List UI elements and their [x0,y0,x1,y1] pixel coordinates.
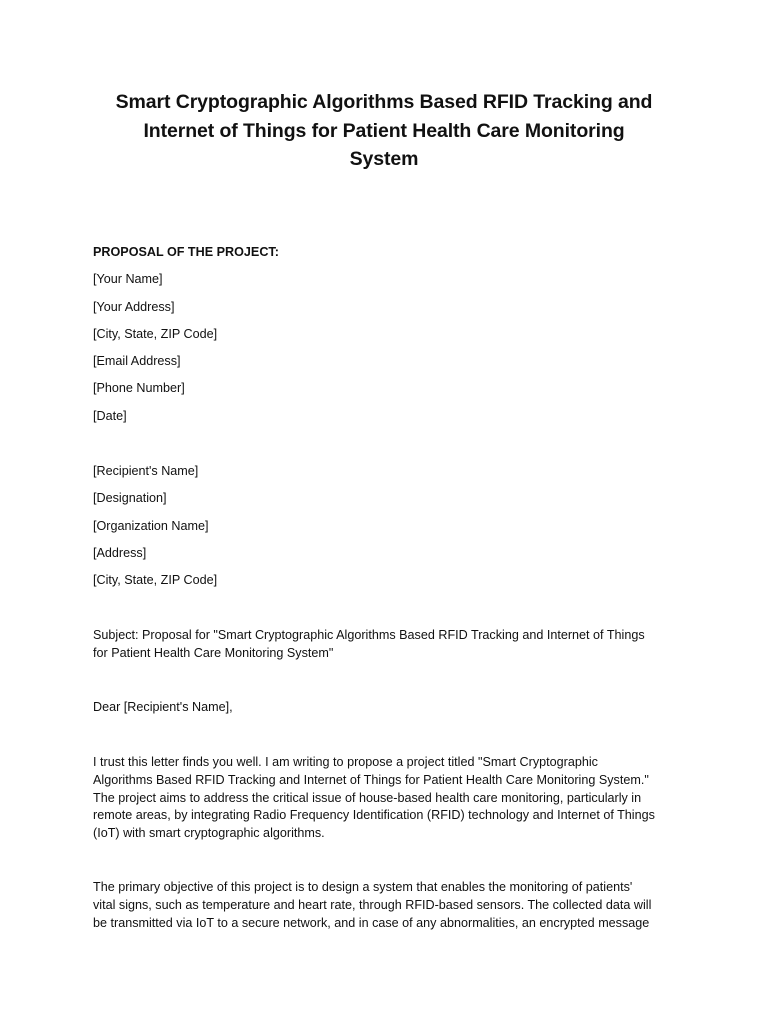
recipient-organization: [Organization Name] [93,518,209,533]
sender-date: [Date] [93,408,127,423]
salutation-text: Dear [Recipient's Name], [93,700,233,714]
sender-block [93,239,683,430]
paragraph-line: The project aims to address the critical issue of house-based health care monitoring, particularly in [93,790,642,805]
proposal-heading: PROPOSAL OF THE PROJECT: [93,245,279,259]
paragraph-line: vital signs, such as temperature and heart rate, through RFID-based sensors. The collected data will [93,897,652,912]
subject-line [93,627,675,663]
paragraph-line: I trust this letter finds you well. I am writing to propose a project titled "Smart Cryptographic [93,755,598,769]
recipient-address: [Address] [93,545,147,560]
subject-text-line: Subject: Proposal for "Smart Cryptographic Algorithms Based RFID Tracking and Internet of Things [93,628,645,642]
salutation [93,699,675,717]
recipient-name: [Recipient's Name] [93,464,199,478]
sender-address: [Your Address] [93,299,175,314]
paragraph-line: Algorithms Based RFID Tracking and Internet of Things for Patient Health Care Monitoring System." [93,772,649,787]
paragraph-line: be transmitted via IoT to a secure network, and in case of any abnormalities, an encrypted message [93,915,650,930]
sender-email: [Email Address] [93,354,181,369]
recipient-designation: [Designation] [93,491,167,506]
title-line: Internet of Things for Patient Health Care Monitoring [143,119,625,142]
body-paragraph-1 [93,754,675,843]
subject-text-line: for Patient Health Care Monitoring System" [93,645,334,660]
recipient-city: [City, State, ZIP Code] [93,573,218,588]
sender-phone: [Phone Number] [93,381,185,396]
title-line: System [349,148,419,170]
paragraph-line: The primary objective of this project is to design a system that enables the monitoring of patients' [93,880,633,894]
body-paragraph-2 [93,879,675,932]
sender-name: [Your Name] [93,272,163,287]
sender-city: [City, State, ZIP Code] [93,326,218,341]
title-line: Smart Cryptographic Algorithms Based RFID Tracking and [115,91,653,113]
document-title [86,88,682,174]
paragraph-line: (IoT) with smart cryptographic algorithms. [93,826,325,841]
recipient-block [93,458,683,594]
paragraph-line: remote areas, by integrating Radio Frequency Identification (RFID) technology and Internet of Things [93,808,655,823]
